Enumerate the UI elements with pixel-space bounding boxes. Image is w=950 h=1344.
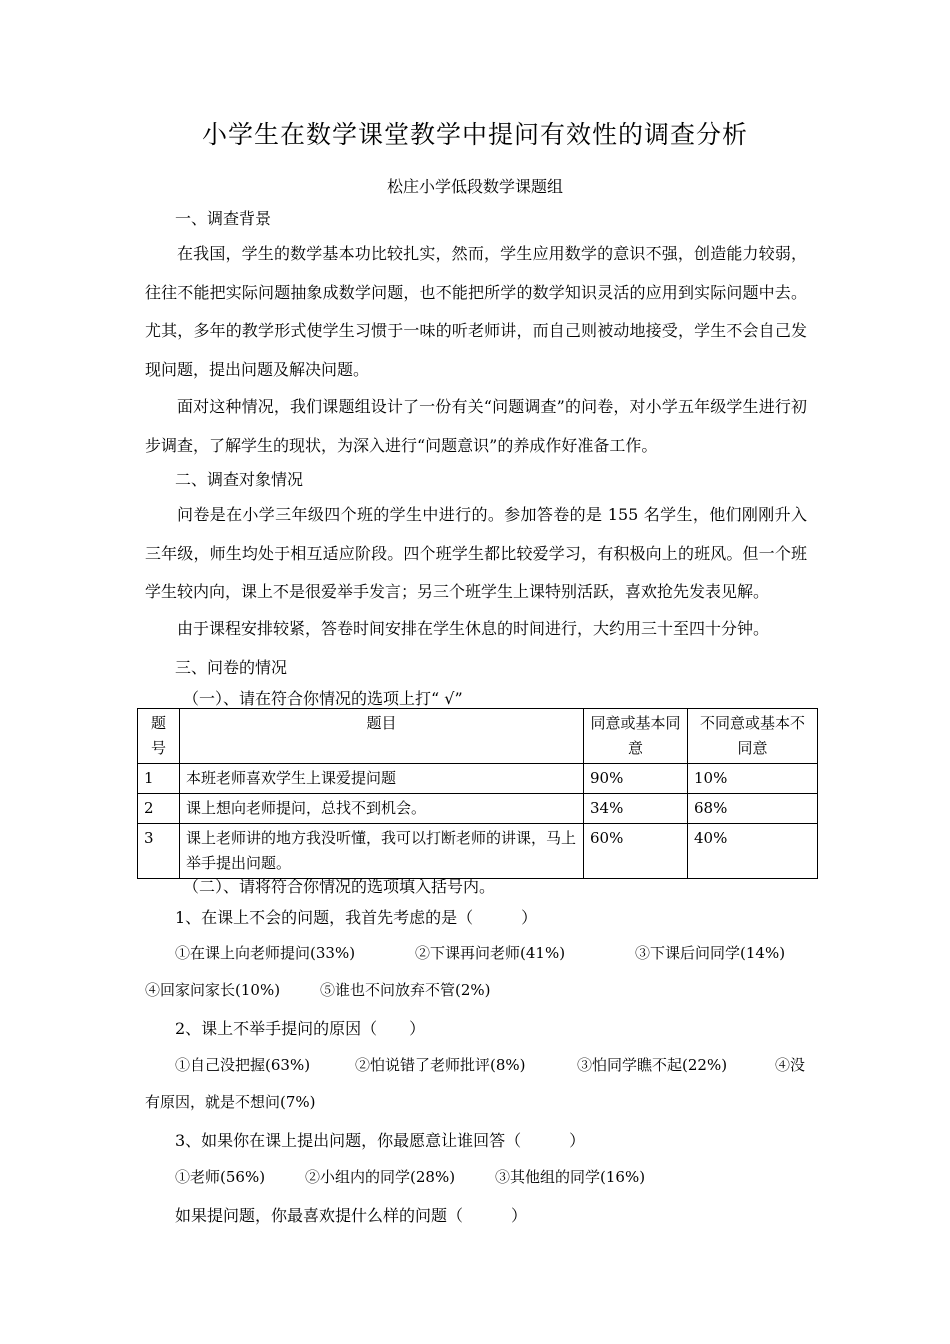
q1-option-3: ③下课后问同学(14%) (635, 944, 786, 962)
paragraph-subjects-2: 由于课程安排较紧，答卷时间安排在学生休息的时间进行，大约用三十至四十分钟。 (177, 619, 770, 638)
part-one-heading: （一）、请在符合你情况的选项上打“ √” (183, 689, 463, 708)
header-number: 题号 (138, 709, 180, 764)
question-2: 2、课上不举手提问的原因（ ） (175, 1019, 426, 1038)
q1-option-4: ④回家问家长(10%) (145, 981, 281, 999)
row-number: 1 (138, 764, 180, 794)
q3-option-2: ②小组内的同学(28%) (305, 1168, 456, 1186)
section-heading-subjects: 二、调查对象情况 (175, 470, 304, 489)
part-two-heading: （二）、请将符合你情况的选项填入括号内。 (183, 877, 496, 896)
q2-option-3: ③怕同学瞧不起(22%) (577, 1056, 728, 1074)
section-heading-questionnaire: 三、问卷的情况 (175, 658, 288, 677)
survey-table (137, 708, 818, 879)
question-1: 1、在课上不会的问题，我首先考虑的是（ ） (175, 908, 538, 927)
q1-option-5: ⑤谁也不问放弃不管(2%) (320, 981, 491, 999)
header-question: 题目 (180, 709, 584, 764)
row-disagree: 10% (688, 764, 818, 794)
question-4: 如果提问题，你最喜欢提什么样的问题（ ） (175, 1206, 528, 1225)
paragraph-background-2: 面对这种情况，我们课题组设计了一份有关“问题调查”的问卷，对小学五年级学生进行初步调查，了解学生的现状，为深入进行“问题意识”的养成作好准备工作。 (145, 397, 807, 455)
q2-option-1: ①自己没把握(63%) (175, 1056, 311, 1074)
paragraph-background-1: 在我国，学生的数学基本功比较扎实，然而，学生应用数学的意识不强，创造能力较弱，往往不能把实际问题抽象成数学问题，也不能把所学的数学知识灵活的应用到实际问题中去。尤其，多年的教学形式使学生习惯于一味的听老师讲，而自己则被动地接受，学生不会自己发现问题，提出问题及解决问题。 (145, 244, 807, 379)
row-question: 本班老师喜欢学生上课爱提问题 (180, 764, 584, 794)
document-title: 小学生在数学课堂教学中提问有效性的调查分析 (201, 120, 748, 149)
paragraph-subjects-1: 问卷是在小学三年级四个班的学生中进行的。参加答卷的是 155 名学生，他们刚刚升入三年级，师生均处于相互适应阶段。四个班学生都比较爱学习，有积极向上的班风。但一个班学生较内向，课上不是很爱举手发言；另三个班学生上课特别活跃，喜欢抢先发表见解。 (145, 505, 807, 601)
q2-option-4: ④没 (775, 1056, 806, 1074)
header-agree: 同意或基本同意 (584, 709, 688, 764)
row-disagree: 40% (688, 824, 818, 879)
section-heading-background: 一、调查背景 (175, 209, 272, 228)
header-disagree: 不同意或基本不同意 (688, 709, 818, 764)
row-question: 课上老师讲的地方我没听懂，我可以打断老师的讲课，马上举手提出问题。 (180, 824, 584, 879)
row-agree: 34% (584, 794, 688, 824)
row-agree: 90% (584, 764, 688, 794)
q2-option-4-cont: 有原因，就是不想问(7%) (145, 1093, 316, 1111)
document-author: 松庄小学低段数学课题组 (386, 177, 563, 196)
q3-option-3: ③其他组的同学(16%) (495, 1168, 646, 1186)
row-number: 3 (138, 824, 180, 879)
row-disagree: 68% (688, 794, 818, 824)
question-3: 3、如果你在课上提出问题，你最愿意让谁回答（ ） (175, 1131, 586, 1150)
table-row (138, 824, 818, 879)
row-agree: 60% (584, 824, 688, 879)
table-header-row (138, 709, 818, 764)
table-row (138, 764, 818, 794)
q2-option-2: ②怕说错了老师批评(8%) (355, 1056, 526, 1074)
row-number: 2 (138, 794, 180, 824)
row-question: 课上想向老师提问，总找不到机会。 (180, 794, 584, 824)
table-row (138, 794, 818, 824)
q1-option-2: ②下课再问老师(41%) (415, 944, 566, 962)
q3-option-1: ①老师(56%) (175, 1168, 266, 1186)
q1-option-1: ①在课上向老师提问(33%) (175, 944, 356, 962)
